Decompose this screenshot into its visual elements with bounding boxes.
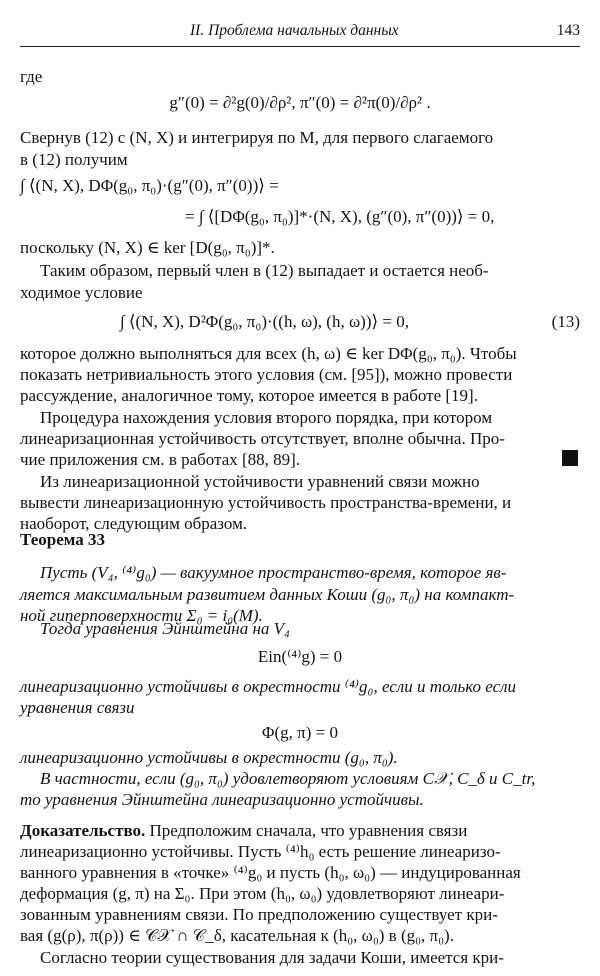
text-line: = ∫ ⟨[DΦ(g₀, π₀)]*·(N, X), (g″(0), π″(0))⟩ = 0, (185, 207, 495, 226)
text-line: вывести линеаризационную устойчивость пространства-времени, и (20, 493, 512, 512)
text-line: линеаризационно устойчивы в окрестности ⁽⁴⁾g₀, если и только если (20, 677, 517, 696)
text-line: чие приложения см. в работах [88, 89]. (20, 450, 301, 469)
text-line: которое должно выполняться для всех (h, ω) ∈ ker DΦ(g₀, π₀). Чтобы (20, 344, 517, 363)
text-line: наоборот, следующим образом. (20, 514, 248, 533)
text-line: Из линеаризационной устойчивости уравнений связи можно (40, 472, 480, 491)
text-line: рассуждение, аналогичное тому, которое имеется в работе [19]. (20, 386, 478, 405)
text-line: деформация (g, π) на Σ₀. При этом (h₀, ω₀) удовлетворяют линеари- (20, 884, 505, 903)
display-formula: Ein(⁽⁴⁾g) = 0 (257, 647, 343, 666)
text-line: Доказательство. Предположим сначала, что уравнения связи (20, 821, 468, 840)
text-line: вая (g(ρ), π(ρ)) ∈ 𝒞𝒳 ∩ 𝒞_δ, касательная к (h₀, ω₀) в (g₀, π₀). (20, 926, 454, 945)
display-formula: Φ(g, π) = 0 (262, 723, 338, 742)
display-formula: g″(0) = ∂²g(0)/∂ρ², π″(0) = ∂²π(0)/∂ρ² . (169, 93, 431, 112)
page-number: 143 (556, 22, 580, 39)
text-line: ляется максимальным развитием данных Коши (g₀, π₀) на компакт- (20, 585, 515, 604)
running-head (20, 22, 580, 44)
text-line: ванного уравнения в «точке» ⁽⁴⁾g₀ и пусть (h₀, ω₀) — индуцированная (20, 863, 521, 882)
text-line: уравнения связи (20, 698, 135, 717)
text-line: показать нетривиальность этого условия (см. [95]), можно провести (20, 365, 513, 384)
text-line: линеаризационная устойчивость отсутствует, вполне обычна. Про- (20, 429, 505, 448)
text-line: Теорема 33 (20, 530, 105, 549)
text-line: Тогда уравнения Эйнштейна на V₄ (40, 619, 290, 638)
text-line: Согласно теории существования для задачи Коши, имеется кри- (40, 948, 504, 967)
equation-number: (13) (551, 312, 580, 331)
text-line: линеаризационно устойчивы в окрестности (g₀, π₀). (20, 748, 398, 767)
text-line: ходимое условие (20, 283, 143, 302)
header-rule (20, 46, 580, 47)
book-page (20, 0, 580, 976)
end-of-proof-mark (562, 450, 578, 466)
text-line: поскольку (N, X) ∈ ker [D(g₀, π₀)]*. (20, 238, 275, 257)
text-line: Свернув (12) с (N, X) и интегрируя по M, для первого слагаемого (20, 128, 494, 147)
text-line: ∫ ⟨(N, X), DΦ(g₀, π₀)·(g″(0), π″(0))⟩ = (20, 176, 279, 195)
proof-label: Доказательство. (20, 821, 146, 840)
text-line: то уравнения Эйнштейна линеаризационно устойчивы. (20, 790, 424, 809)
text-line: в (12) получим (20, 150, 128, 169)
text-line: зованным уравнениям связи. По предположению существует кри- (20, 905, 498, 924)
text-line: Таким образом, первый член в (12) выпадает и остается необ- (40, 261, 489, 280)
text-line: Пусть (V₄, ⁽⁴⁾g₀) — вакуумное пространство-время, которое яв- (40, 563, 507, 582)
text-line: ∫ ⟨(N, X), D²Φ(g₀, π₀)·((h, ω), (h, ω))⟩ = 0, (120, 312, 409, 331)
text-line: ной гиперповерхности Σ₀ = i₀(M). (20, 606, 263, 625)
text-line: где (20, 67, 43, 86)
text-line: линеаризационно устойчивы. Пусть ⁽⁴⁾h₀ есть решение линеаризо- (20, 842, 501, 861)
text-line: В частности, если (g₀, π₀) удовлетворяют условиям C𝒳, C_δ и C_tr, (40, 769, 536, 788)
chapter-title: II. Проблема начальных данных (190, 22, 399, 39)
text-line: Процедура нахождения условия второго порядка, при котором (40, 408, 493, 427)
